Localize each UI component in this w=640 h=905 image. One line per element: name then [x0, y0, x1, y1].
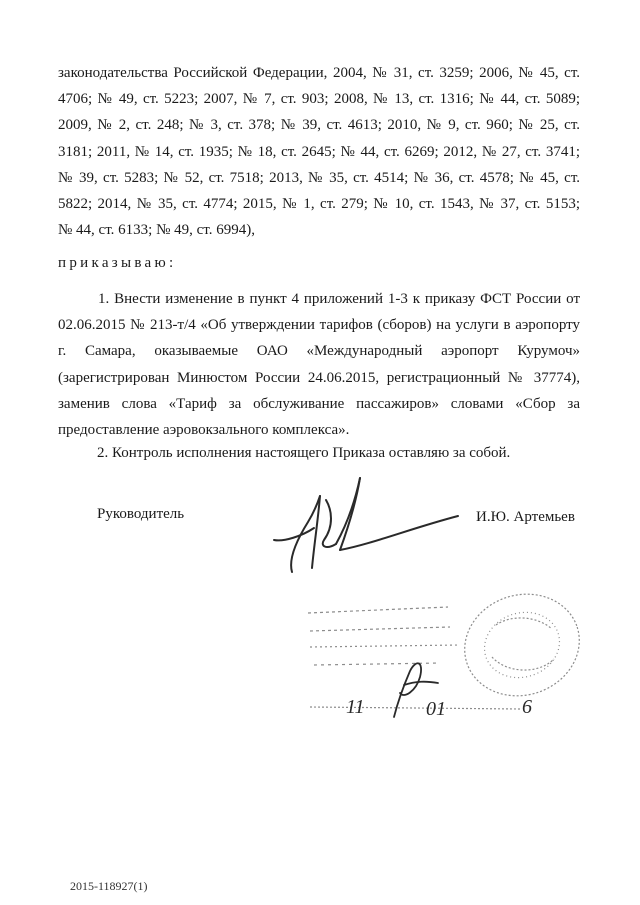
item-1-line: (зарегистрирован Минюстом России 24.06.2015, регистрационный № 37774),	[58, 369, 580, 386]
stamp-date-month: 01	[426, 698, 446, 720]
preamble-line: 3181; 2011, № 14, ст. 1935; № 18, ст. 2645; № 44, ст. 6269; 2012, № 27, ст. 3741;	[58, 143, 580, 160]
preamble-line: 5822; 2014, № 35, ст. 4774; 2015, № 1, ст. 279; № 10, ст. 1543, № 37, ст. 5153;	[58, 196, 580, 213]
item-1-paragraph	[58, 286, 580, 443]
stamp-date-day: 11	[346, 696, 365, 718]
item-1-line: 02.06.2015 № 213-т/4 «Об утверждении тарифов (сборов) на услуги в аэропорту	[58, 317, 580, 334]
stamp-date-year: 6	[522, 696, 532, 718]
preamble-line: 2009, № 2, ст. 248; № 3, ст. 378; № 39, ст. 4613; 2010, № 9, ст. 960; № 25, ст.	[58, 117, 580, 134]
item-1-line: предоставление аэровокзального комплекса».	[58, 422, 350, 439]
preamble-line: 4706; № 49, ст. 5223; 2007, № 7, ст. 903; 2008, № 13, ст. 1316; № 44, ст. 5089;	[58, 91, 580, 108]
preamble-line: № 39, ст. 5283; № 52, ст. 7518; 2013, № 35, ст. 4514; № 36, ст. 4578; № 45, ст.	[58, 169, 580, 186]
item-1-line: г. Самара, оказываемые ОАО «Международный аэропорт Курумоч»	[58, 343, 580, 360]
item-1-line: заменив слова «Тариф за обслуживание пассажиров» словами «Сбор за	[58, 395, 580, 412]
signature-image	[262, 470, 482, 580]
signatory-position: Руководитель	[97, 506, 185, 522]
registration-stamp	[300, 585, 600, 725]
preamble-line: законодательства Российской Федерации, 2004, № 31, ст. 3259; 2006, № 45, ст.	[58, 65, 580, 81]
item-2: 2. Контроль исполнения настоящего Приказа оставляю за собой.	[97, 445, 511, 461]
preamble-paragraph	[58, 60, 580, 243]
order-word: приказываю:	[58, 255, 177, 271]
item-1-line: 1. Внести изменение в пункт 4 приложений 1-3 к приказу ФСТ России от	[98, 291, 580, 307]
preamble-line: № 44, ст. 6133; № 49, ст. 6994),	[58, 222, 255, 239]
signatory-name: И.Ю. Артемьев	[476, 509, 575, 525]
footer-code: 2015-118927(1)	[70, 879, 148, 893]
